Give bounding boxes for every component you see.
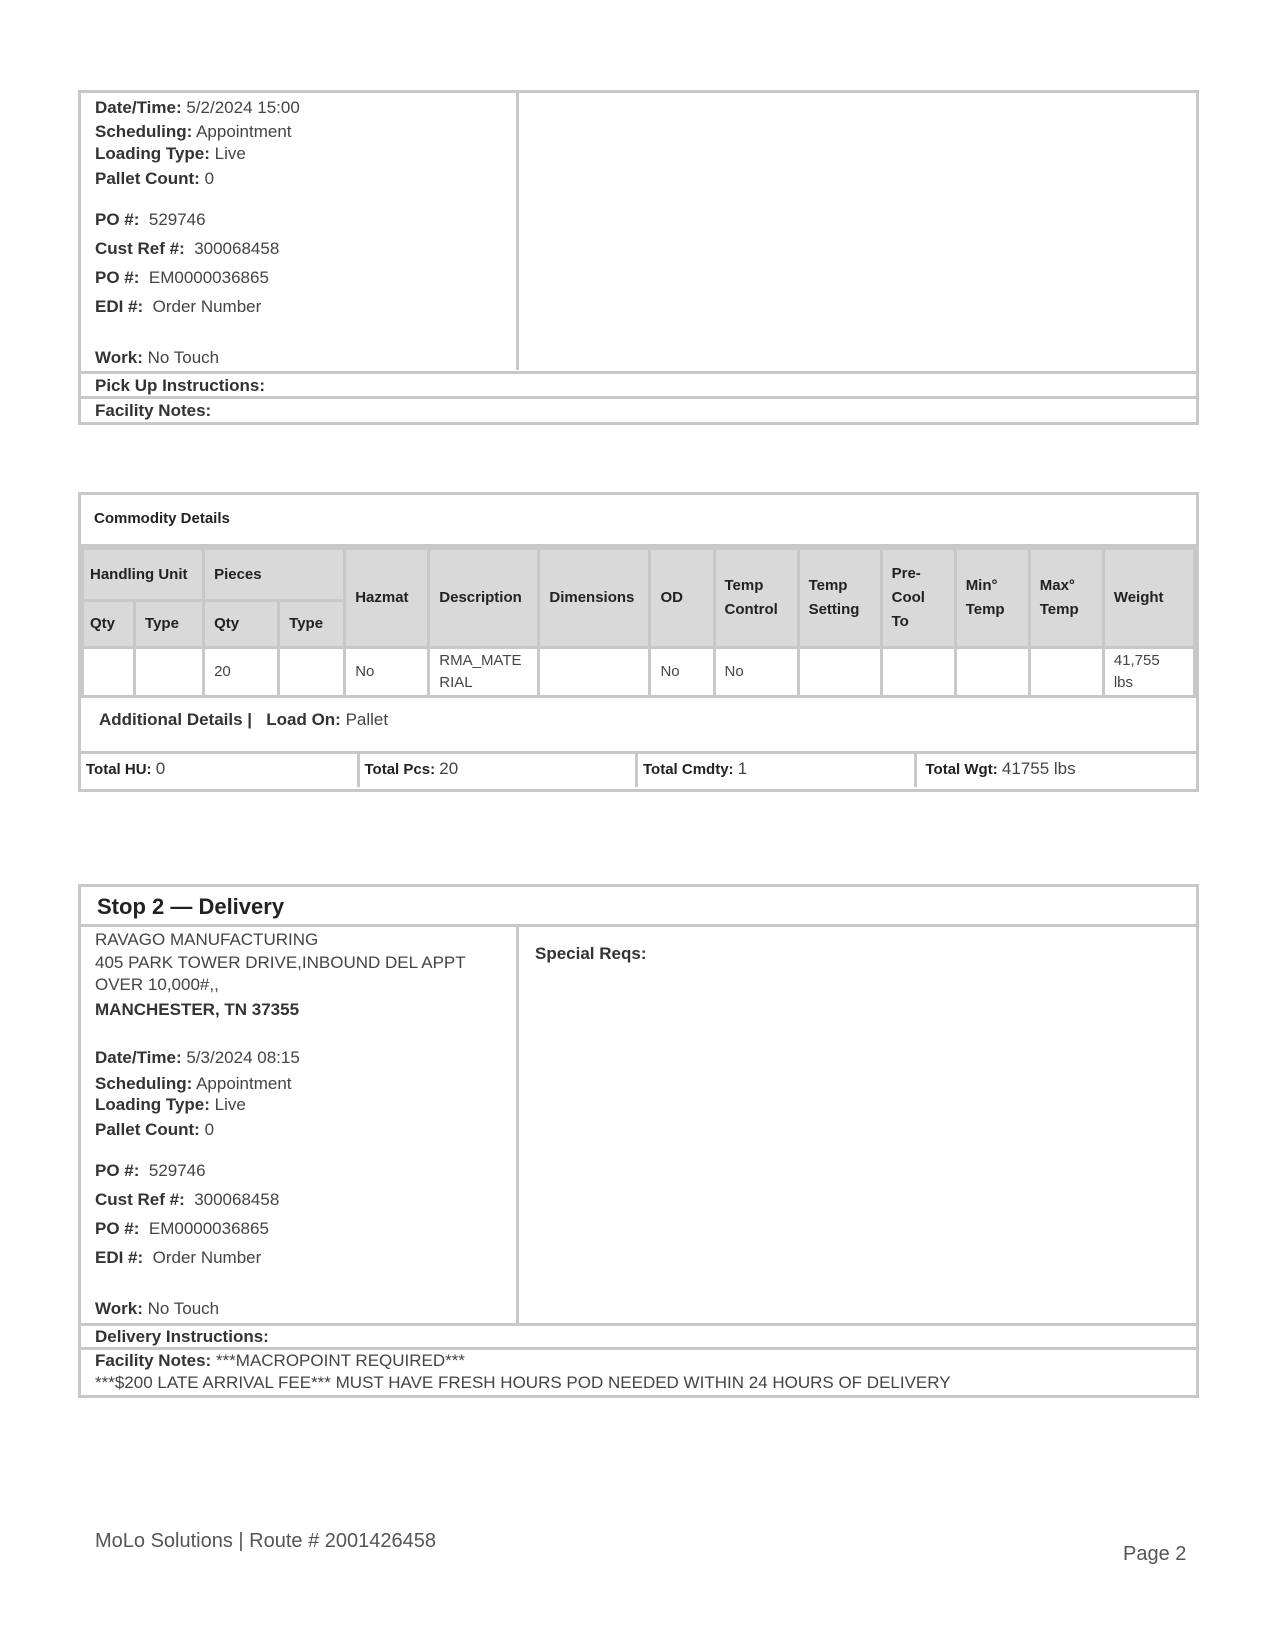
footer-route: MoLo Solutions | Route # 2001426458 <box>95 1530 437 1552</box>
header-precool: Pre- Cool To <box>881 549 955 648</box>
cell-min-temp <box>955 648 1029 697</box>
header-hazmat: Hazmat <box>345 549 429 648</box>
header-handling-unit: Handling Unit <box>83 549 204 601</box>
cell-max-temp <box>1029 648 1103 697</box>
stop2-company: RAVAGO MANUFACTURING <box>95 930 319 949</box>
header-hu-type: Type <box>135 601 204 648</box>
stop1-column-divider <box>516 93 519 370</box>
stop1-datetime: Date/Time: 5/2/2024 15:00 <box>95 98 300 117</box>
total-pcs: Total Pcs: 20 <box>360 754 639 787</box>
stop1-pickup-instructions: Pick Up Instructions: <box>95 376 266 395</box>
stop2-address-2: OVER 10,000#,, <box>95 975 219 994</box>
total-wgt: Total Wgt: 41755 lbs <box>925 759 1076 778</box>
stop2-scheduling: Scheduling: Appointment <box>95 1074 292 1093</box>
header-weight: Weight <box>1103 549 1194 648</box>
totals-row <box>81 754 1196 787</box>
stop2-facility-notes: Facility Notes: ***MACROPOINT REQUIRED*** ***$200 LATE ARRIVAL FEE*** MUST HAVE FRESH HOURS POD NEEDED WITHIN 24 HOURS OF DELIVERY <box>95 1351 951 1392</box>
stop2-datetime: Date/Time: 5/3/2024 08:15 <box>95 1048 300 1067</box>
page-number: Page 2 <box>1123 1543 1187 1565</box>
header-temp-control: Temp Control <box>714 549 798 648</box>
stop2-pallet-count: Pallet Count: 0 <box>95 1120 215 1139</box>
stop2-work: Work: No Touch <box>95 1299 220 1318</box>
commodity-title: Commodity Details <box>94 510 230 527</box>
stop1-pallet-count: Pallet Count: 0 <box>95 169 215 188</box>
stop2-city: MANCHESTER, TN 37355 <box>95 1000 300 1019</box>
divider <box>81 371 1196 374</box>
header-od: OD <box>650 549 714 648</box>
header-pcs-qty: Qty <box>204 601 279 648</box>
header-pcs-type: Type <box>279 601 345 648</box>
cell-pcs-qty: 20 <box>204 648 279 697</box>
header-dimensions: Dimensions <box>539 549 650 648</box>
cell-hu-type <box>135 648 204 697</box>
stop2-special-reqs: Special Reqs: <box>535 944 647 963</box>
cell-od: No <box>650 648 714 697</box>
commodity-table <box>81 547 1196 698</box>
header-max-temp: Max° Temp <box>1029 549 1103 648</box>
stop2-delivery-instructions: Delivery Instructions: <box>95 1327 269 1346</box>
stop2-po-number-2: PO #: EM0000036865 <box>95 1219 269 1238</box>
stop2-column-divider <box>516 927 519 1323</box>
stop1-facility-notes: Facility Notes: <box>95 401 212 420</box>
header-temp-setting: Temp Setting <box>798 549 881 648</box>
stop2-cust-ref: Cust Ref #: 300068458 <box>95 1190 280 1209</box>
total-hu: Total HU: 0 <box>81 754 360 787</box>
stop1-edi-number: EDI #: Order Number <box>95 297 262 316</box>
stop2-section <box>78 884 1199 1398</box>
cell-precool <box>881 648 955 697</box>
additional-details: Additional Details | Load On: Pallet <box>99 710 389 729</box>
commodity-section <box>78 492 1199 792</box>
stop2-edi-number: EDI #: Order Number <box>95 1248 262 1267</box>
stop2-po-number: PO #: 529746 <box>95 1161 206 1180</box>
cell-temp-control: No <box>714 648 798 697</box>
header-pieces: Pieces <box>204 549 345 601</box>
stop1-work: Work: No Touch <box>95 348 220 367</box>
stop1-po-number: PO #: 529746 <box>95 210 206 229</box>
header-description: Description <box>429 549 539 648</box>
commodity-title-bar <box>81 495 1196 547</box>
cell-hu-qty <box>83 648 135 697</box>
stop1-scheduling: Scheduling: Appointment <box>95 122 292 141</box>
stop2-title: Stop 2 — Delivery <box>97 894 285 919</box>
cell-hazmat: No <box>345 648 429 697</box>
stop1-loading-type: Loading Type: Live <box>95 144 246 163</box>
cell-temp-setting <box>798 648 881 697</box>
cell-dimensions <box>539 648 650 697</box>
stop2-loading-type: Loading Type: Live <box>95 1095 246 1114</box>
divider <box>81 396 1196 399</box>
stop1-cust-ref: Cust Ref #: 300068458 <box>95 239 280 258</box>
stop2-header <box>81 887 1196 927</box>
stop1-section <box>78 90 1199 425</box>
header-min-temp: Min° Temp <box>955 549 1029 648</box>
total-cmdty: Total Cmdty: 1 <box>638 754 917 787</box>
cell-description: RMA_MATE RIAL <box>429 648 539 697</box>
table-row <box>83 648 1195 697</box>
header-hu-qty: Qty <box>83 601 135 648</box>
cell-weight: 41,755 lbs <box>1103 648 1194 697</box>
cell-pcs-type <box>279 648 345 697</box>
stop2-address-1: 405 PARK TOWER DRIVE,INBOUND DEL APPT <box>95 953 466 972</box>
stop1-po-number-2: PO #: EM0000036865 <box>95 268 269 287</box>
